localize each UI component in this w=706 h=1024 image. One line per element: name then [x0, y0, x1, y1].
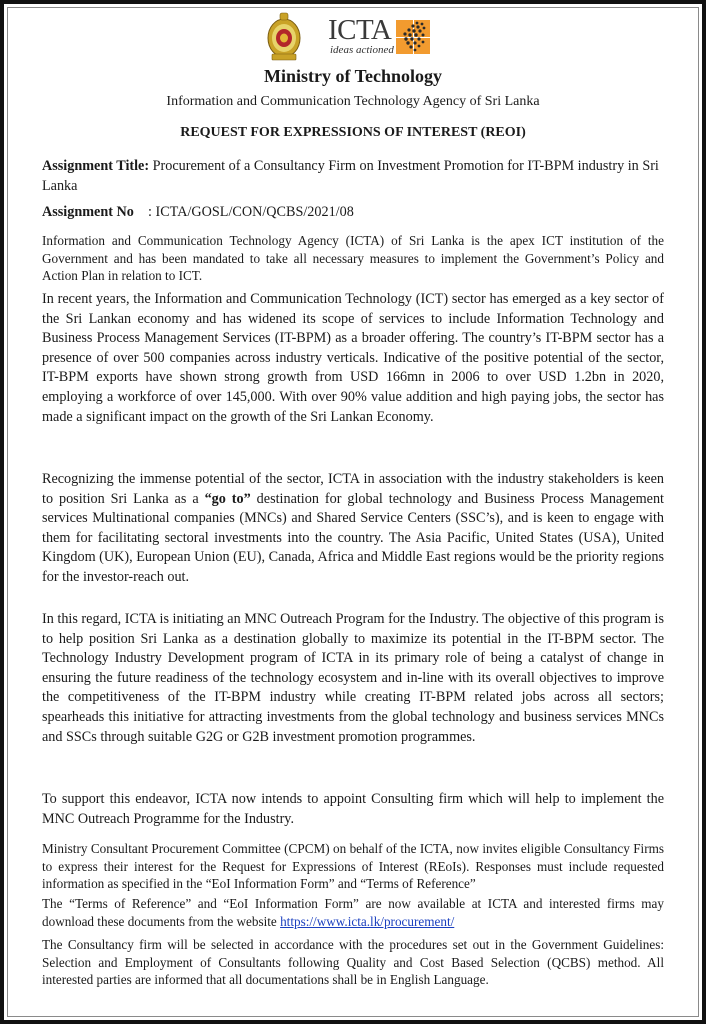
paragraph-availability	[42, 895, 664, 930]
icta-logo-tagline: ideas actioned	[330, 44, 394, 56]
header-logos	[266, 10, 486, 62]
recognizing-text-start: Recognizing the immense potential of the sector, ICTA in association with the industry stakeholders is keen to position Sri Lanka as a	[42, 471, 664, 507]
paragraph-recognizing	[42, 470, 664, 588]
ministry-title: Ministry of Technology	[263, 66, 442, 86]
paragraph-intro: Information and Communication Technology Agency (ICTA) of Sri Lanka is the apex ICT institution of the Government and has been mandated to take all necessary measures to implement the Government’s Policy and Action Plan in relation to ICT.	[42, 233, 664, 284]
paragraph-selection: The Consultancy firm will be selected in accordance with the procedures set out in the Government Guidelines: Selection and Employment of Consultants following Quality and Cost Based Selection (QCBS) method. All interested parties are informed that all documentations shall be in English Language.	[42, 937, 664, 988]
icta-logo	[328, 14, 438, 62]
notice-title: REQUEST FOR EXPRESSIONS OF INTEREST (REOI)	[180, 125, 526, 140]
sri-lanka-emblem-icon	[266, 10, 302, 62]
assignment-number-value: : ICTA/GOSL/CON/QCBS/2021/08	[148, 204, 354, 220]
assignment-title-value: Procurement of a Consultancy Firm on Investment Promotion for IT-BPM industry in Sri Lanka	[42, 158, 659, 194]
go-to-emphasis: “go to”	[204, 490, 251, 507]
assignment-title-label: Assignment Title:	[42, 158, 150, 174]
availability-text: The “Terms of Reference” and “EoI Information Form” are now available at ICTA and interested firms may download these documents from the website	[42, 896, 664, 929]
procurement-website-link[interactable]: https://www.icta.lk/procurement/	[280, 913, 455, 929]
paragraph-recent-years: In recent years, the Information and Communication Technology (ICT) sector has emerged as a key sector of the Sri Lankan economy and has widened its scope of services to include Information Technology and Business Process Management Services (IT-BPM) as a broader offering. The country’s IT-BPM sector has a presence of over 500 companies across industry verticals. Indicative of the positive potential of the sector, IT-BPM exports have shown strong growth from USD 166mn in 2006 to over USD 1.2bn in 2020, employing a workforce of over 145,000. With over 90% value addition and high paying jobs, the sector has made a significant impact on the growth of the Sri Lankan Economy.	[42, 291, 664, 425]
recognizing-text-end: destination for global technology and Business Process Management services Multinational companies (MNCs) and Shared Service Centers (SSC’s), and is keen to engage with them for facilitating sectoral investments into the country. The Asia Pacific, United States (USA), United Kingdom (UK), European Union (EU), Canada, Africa and Middle East regions would be the priority regions for the investor-reach out.	[42, 490, 664, 585]
paragraph-support: To support this endeavor, ICTA now intends to appoint Consulting firm which will help to implement the MNC Outreach Programme for the Industry.	[42, 791, 664, 827]
paragraph-outreach: In this regard, ICTA is initiating an MNC Outreach Program for the Industry. The objective of this program is to help position Sri Lanka as a destination globally to maximize its potential in the IT-BPM sector. The Technology Industry Development program of ICTA in its primary role of being a catalyst of change in ensuring the future readiness of the technology ecosystem and in-line with its overall objectives to improve the competitiveness of the IT-BPM industry while creating IT-BPM related jobs across all sectors; spearheads this initiative for attracting investments from the global technology and business services MNCs and SSCs through suitable G2G or G2B investment promotion programmes.	[42, 611, 664, 745]
assignment-title	[42, 157, 664, 196]
paragraph-cpcm: Ministry Consultant Procurement Committee (CPCM) on behalf of the ICTA, now invites eligible Consultancy Firms to express their interest for the Request for Expressions of Interest (REoIs). Responses must include requested information as specified in the “EoI Information Form” and “Terms of Reference”	[42, 841, 664, 892]
icta-logo-text: ICTA	[328, 14, 392, 46]
assignment-number-label: Assignment No	[42, 204, 134, 220]
assignment-number	[42, 203, 664, 223]
agency-subtitle: Information and Communication Technology Agency of Sri Lanka	[166, 94, 540, 109]
icta-logo-mark-icon	[396, 20, 430, 54]
